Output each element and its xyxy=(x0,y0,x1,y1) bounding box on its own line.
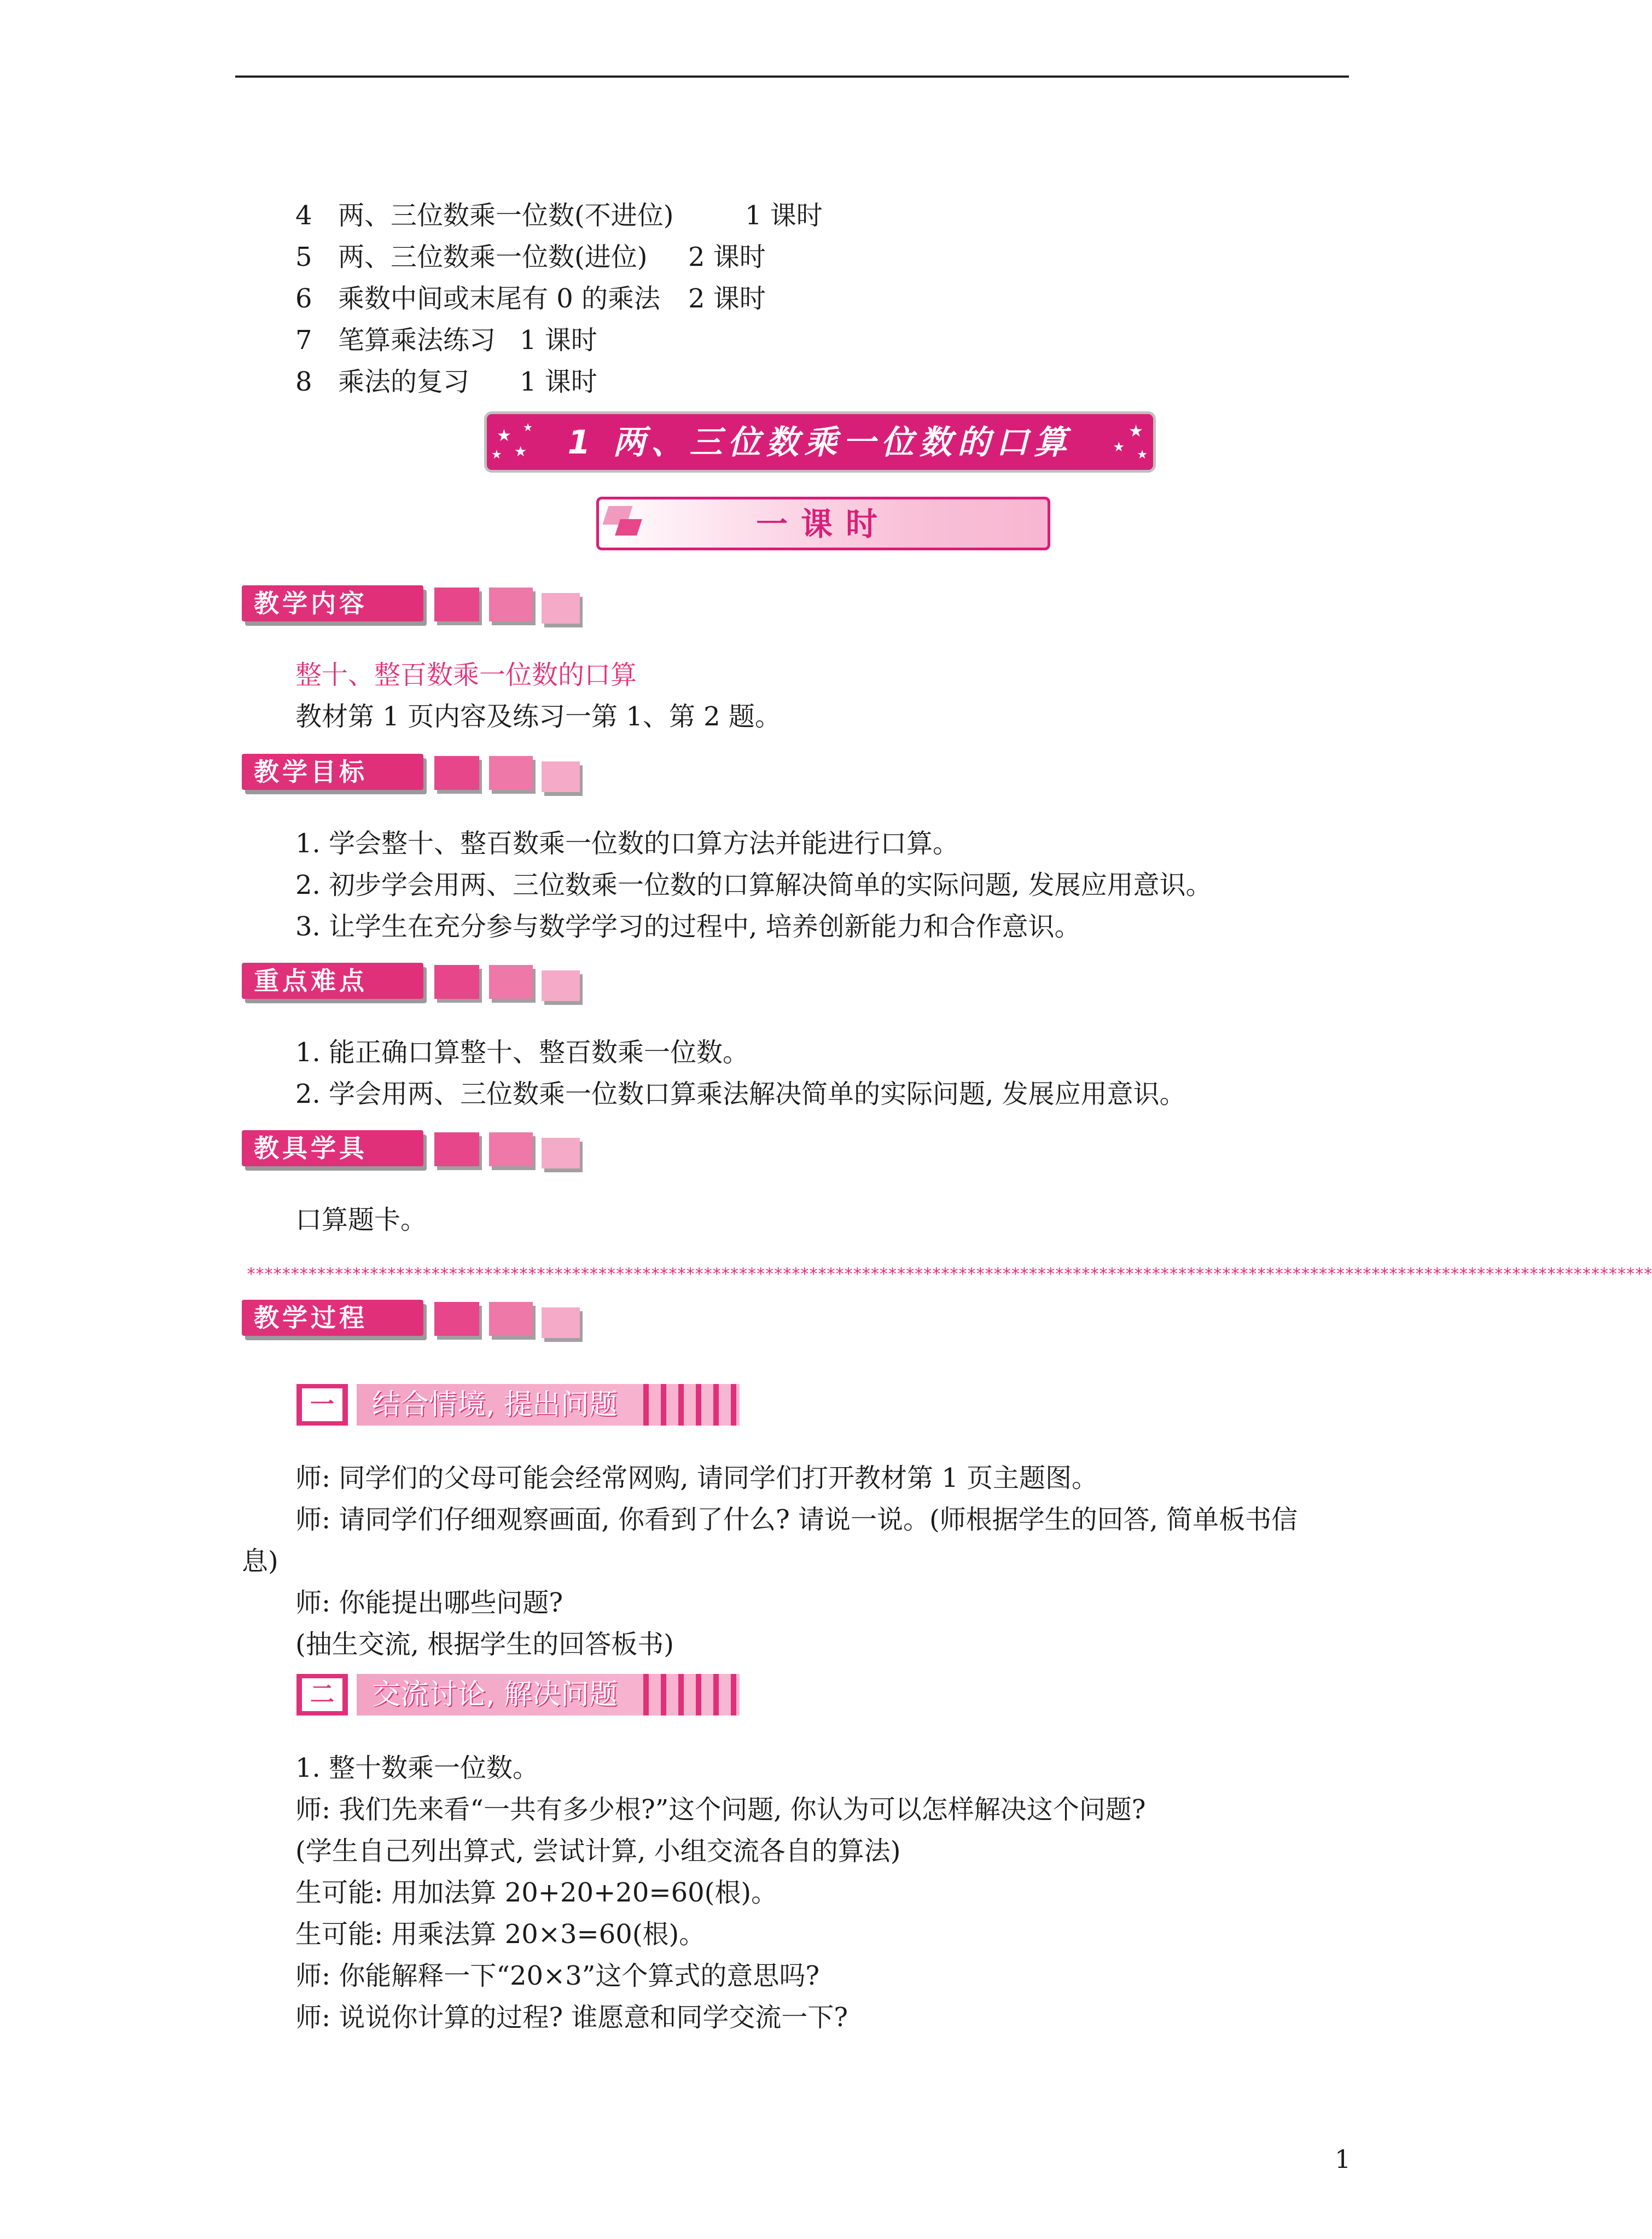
decor-square xyxy=(542,593,580,624)
dialog-line: 师: 说说你计算的过程? 谁愿意和同学交流一下? xyxy=(295,2002,848,2033)
section-header-tools xyxy=(242,1130,592,1173)
key-point-line: 2. 学会用两、三位数乘一位数口算乘法解决简单的实际问题, 发展应用意识。 xyxy=(295,1079,1186,1109)
schedule-number: 5 xyxy=(295,242,312,272)
decor-square xyxy=(489,756,533,790)
star-divider: **************************************************************************************************************************************************************** xyxy=(246,1265,1652,1284)
dialog-line: 师: 请同学们仔细观察画面, 你看到了什么? 请说一说。(师根据学生的回答, 简单板书信 xyxy=(295,1504,1298,1535)
goal-line: 2. 初步学会用两、三位数乘一位数的口算解决简单的实际问题, 发展应用意识。 xyxy=(295,870,1212,900)
decor-square xyxy=(542,761,580,792)
decor-stripe xyxy=(731,1384,736,1426)
goal-line: 1. 学会整十、整百数乘一位数的口算方法并能进行口算。 xyxy=(295,828,959,859)
schedule-number: 6 xyxy=(295,283,312,314)
step-header-1 xyxy=(296,1382,745,1428)
section-label: 教学目标 xyxy=(242,754,423,790)
decor-square xyxy=(434,588,479,621)
star-icon: ★ xyxy=(1129,422,1143,441)
decor-stripe xyxy=(678,1674,684,1715)
dialog-line: (抽生交流, 根据学生的回答板书) xyxy=(295,1629,674,1660)
star-icon: ★ xyxy=(523,421,533,434)
decor-square xyxy=(489,1132,533,1166)
dialog-line: 生可能: 用加法算 20+20+20=60(根)。 xyxy=(295,1877,778,1908)
dialog-line: (学生自己列出算式, 尝试计算, 小组交流各自的算法) xyxy=(295,1836,901,1866)
decor-stripe xyxy=(643,1384,649,1426)
schedule-number: 7 xyxy=(295,325,312,356)
decor-stripe xyxy=(661,1674,666,1715)
key-point-line: 1. 能正确口算整十、整百数乘一位数。 xyxy=(295,1037,749,1068)
step-title: 交流讨论, 解决问题 xyxy=(372,1678,618,1711)
star-icon: ★ xyxy=(1113,439,1125,455)
schedule-hours: 1 课时 xyxy=(745,200,823,231)
schedule-hours: 2 课时 xyxy=(688,242,766,272)
decor-square xyxy=(542,1138,580,1168)
tools-line: 口算题卡。 xyxy=(295,1205,427,1235)
schedule-hours: 1 课时 xyxy=(520,367,597,397)
dialog-line: 1. 整十数乘一位数。 xyxy=(295,1753,539,1783)
decor-square xyxy=(489,965,533,999)
decor-stripe xyxy=(713,1384,719,1426)
dialog-line: 师: 我们先来看“一共有多少根?”这个问题, 你认为可以怎样解决这个问题? xyxy=(295,1794,1146,1825)
schedule-hours: 1 课时 xyxy=(520,325,597,356)
star-icon: ★ xyxy=(491,448,502,462)
star-icon: ★ xyxy=(514,444,527,460)
star-icon: ★ xyxy=(1137,448,1148,462)
decor-square xyxy=(489,588,533,621)
lesson-period: 一课时 xyxy=(755,505,891,543)
decor-square xyxy=(542,970,580,1001)
section-label: 重点难点 xyxy=(242,963,423,999)
lesson-title-banner xyxy=(484,411,1156,473)
decor-square xyxy=(542,1307,580,1338)
schedule-item: 两、三位数乘一位数(进位) xyxy=(338,242,648,272)
dialog-line: 师: 同学们的父母可能会经常网购, 请同学们打开教材第 1 页主题图。 xyxy=(295,1463,1098,1493)
header-rule xyxy=(235,75,1349,78)
schedule-item: 乘法的复习 xyxy=(338,367,470,397)
decor-stripe xyxy=(696,1384,701,1426)
schedule-item: 两、三位数乘一位数(不进位) xyxy=(338,200,674,231)
schedule-item: 乘数中间或末尾有 0 的乘法 xyxy=(338,283,661,314)
step-index: 二 xyxy=(302,1678,342,1711)
section-label: 教学过程 xyxy=(242,1300,423,1336)
decor-square xyxy=(434,756,479,790)
step-header-2 xyxy=(296,1672,745,1718)
step-index: 一 xyxy=(302,1388,342,1421)
decor-square xyxy=(489,1302,533,1336)
lesson-period-banner xyxy=(596,497,1050,550)
content-line: 教材第 1 页内容及练习一第 1、第 2 题。 xyxy=(295,701,781,732)
decor-stripe xyxy=(713,1674,719,1715)
schedule-hours: 2 课时 xyxy=(688,283,766,314)
schedule-number: 8 xyxy=(295,367,312,397)
dialog-line: 息) xyxy=(242,1546,278,1577)
schedule-number: 4 xyxy=(295,200,312,231)
decor-square xyxy=(434,965,479,999)
decor-square xyxy=(434,1132,479,1166)
dialog-line: 师: 你能解释一下“20×3”这个算式的意思吗? xyxy=(295,1961,820,1991)
section-label: 教具学具 xyxy=(242,1130,423,1166)
dialog-line: 生可能: 用乘法算 20×3=60(根)。 xyxy=(295,1919,706,1950)
section-header-content xyxy=(242,585,592,628)
step-index-box xyxy=(296,1674,348,1715)
schedule-item: 笔算乘法练习 xyxy=(338,325,496,356)
decor-stripe xyxy=(696,1674,701,1715)
goal-line: 3. 让学生在充分参与数学学习的过程中, 培养创新能力和合作意识。 xyxy=(295,911,1081,942)
decor-stripe xyxy=(678,1384,684,1426)
decor-stripe xyxy=(643,1674,649,1715)
section-label: 教学内容 xyxy=(242,585,423,621)
dialog-line: 师: 你能提出哪些问题? xyxy=(295,1587,563,1618)
decor-square xyxy=(434,1302,479,1336)
page-number: 1 xyxy=(1335,2144,1351,2174)
step-index-box xyxy=(296,1384,348,1426)
star-icon: ★ xyxy=(497,426,511,445)
decor-stripe xyxy=(731,1674,736,1715)
lesson-title: 1 两、三位数乘一位数的口算 xyxy=(567,423,1073,462)
step-title: 结合情境, 提出问题 xyxy=(372,1388,618,1421)
section-header-process xyxy=(242,1300,592,1342)
decor-stripe xyxy=(661,1384,666,1426)
section-header-key-points xyxy=(242,963,592,1005)
content-topic: 整十、整百数乘一位数的口算 xyxy=(295,660,637,690)
section-header-goals xyxy=(242,754,592,796)
